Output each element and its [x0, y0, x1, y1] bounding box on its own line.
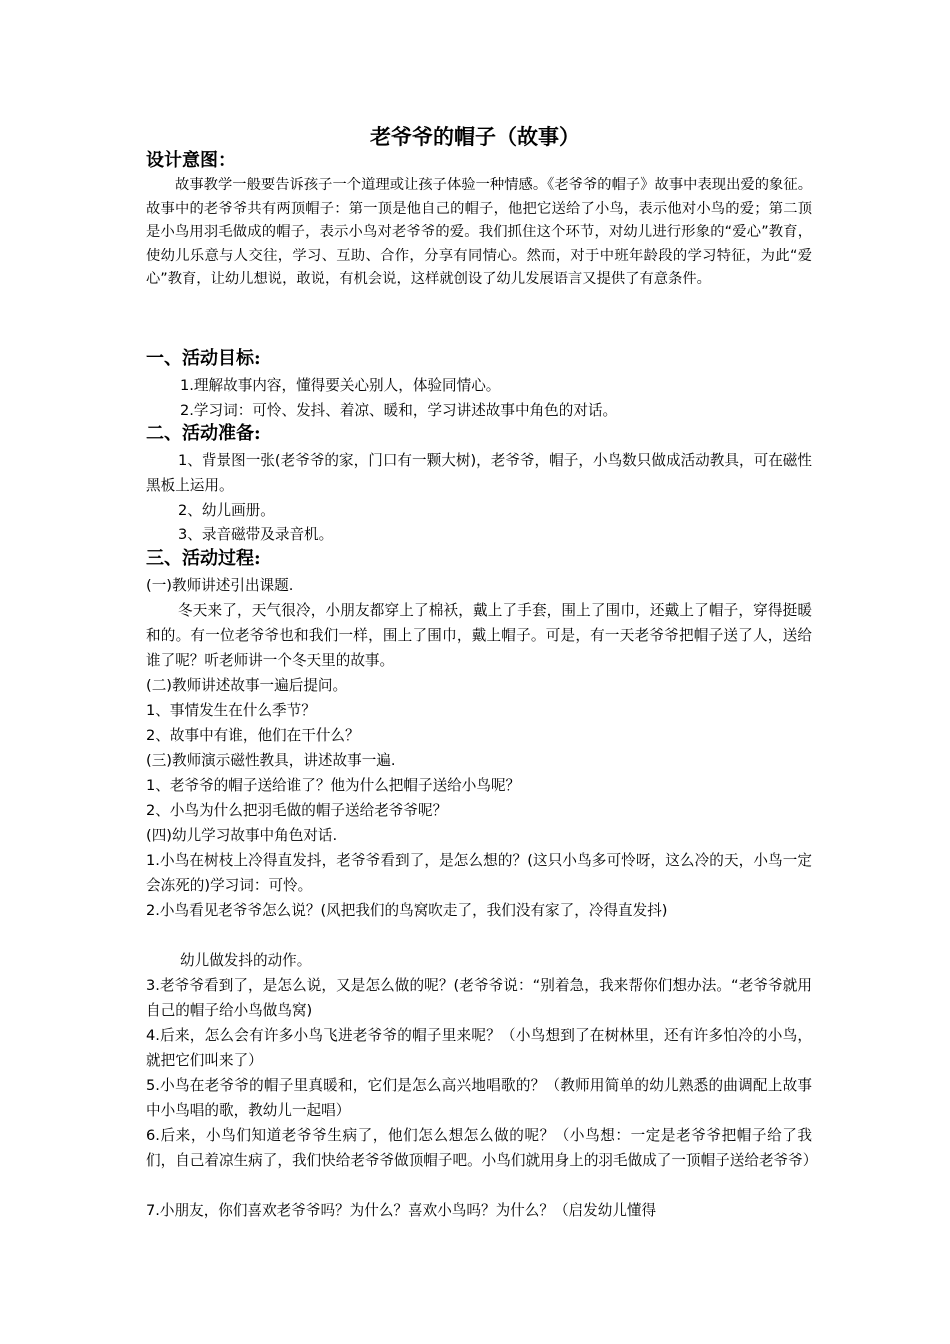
process-step-4: (四)幼儿学习故事中角色对话. — [146, 827, 338, 844]
section-goals-heading: 一、活动目标: — [146, 348, 261, 369]
question-2: 2、故事中有谁，他们在干什么？ — [146, 727, 360, 744]
page-title: 老爷爷的帽子（故事） — [370, 124, 580, 149]
dialogue-item-1: 1.小鸟在树枝上冷得直发抖，老爷爷看到了，是怎么想的？(这只小鸟多可怜呀，这么冷的天，小鸟一定会冻死的)学习词：可怜。 — [146, 852, 812, 894]
design-intent-heading: 设计意图： — [146, 150, 236, 171]
process-step-3: (三)教师演示磁性教具，讲述故事一遍. — [146, 752, 396, 769]
goal-item-2: 2.学习词：可怜、发抖、着凉、暖和，学习讲述故事中角色的对话。 — [180, 402, 618, 419]
section-process-heading: 三、活动过程: — [146, 548, 261, 569]
process-step-1: (一)教师讲述引出课题. — [146, 577, 294, 594]
dialogue-item-7: 7.小朋友，你们喜欢老爷爷吗？为什么？喜欢小鸟吗？为什么？（启发幼儿懂得 — [146, 1202, 657, 1219]
design-intent-paragraph: 故事教学一般要告诉孩子一个道理或让孩子体验一种情感。《老爷爷的帽子》故事中表现出爱的象征。故事中的老爷爷共有两顶帽子：第一顶是他自己的帽子，他把它送给了小鸟，表示他对小鸟的爱；第二顶是小鸟用羽毛做成的帽子，表示小鸟对老爷爷的爱。我们抓住这个环节，对幼儿进行形象的“爱心”教育，使幼儿乐意与人交往，学习、互助、合作，分享有同情心。然而，对于中班年龄段的学习特征，为此“爱心”教育，让幼儿想说，敢说，有机会说，这样就创设了幼儿发展语言又提供了有意条件。 — [146, 177, 812, 287]
dialogue-item-4: 4.后来，怎么会有许多小鸟飞进老爷爷的帽子里来呢？（小鸟想到了在树林里，还有许多怕冷的小鸟，就把它们叫来了） — [146, 1027, 812, 1069]
question-4: 2、小鸟为什么把羽毛做的帽子送给老爷爷呢？ — [146, 802, 448, 819]
dialogue-item-5: 5.小鸟在老爷爷的帽子里真暖和，它们是怎么高兴地唱歌的？（教师用简单的幼儿熟悉的曲调配上故事中小鸟唱的歌，教幼儿一起唱） — [146, 1077, 812, 1119]
prep-item-1: 1、背景图一张(老爷爷的家，门口有一颗大树)，老爷爷，帽子，小鸟数只做成活动教具，可在磁性黑板上运用。 — [146, 452, 812, 494]
prep-item-3: 3、录音磁带及录音机。 — [178, 526, 334, 543]
section-prep-heading: 二、活动准备: — [146, 423, 261, 444]
process-step-2: (二)教师讲述故事一遍后提问。 — [146, 677, 348, 694]
dialogue-item-2-action: 幼儿做发抖的动作。 — [180, 952, 312, 969]
question-1: 1、事情发生在什么季节？ — [146, 702, 316, 719]
prep-item-2: 2、幼儿画册。 — [178, 502, 275, 519]
dialogue-item-3: 3.老爷爷看到了，是怎么说，又是怎么做的呢？(老爷爷说：“别着急，我来帮你们想办法。“老爷爷就用自己的帽子给小鸟做鸟窝) — [146, 977, 812, 1019]
goal-item-1: 1.理解故事内容，懂得要关心别人，体验同情心。 — [180, 377, 501, 394]
question-3: 1、老爷爷的帽子送给谁了？他为什么把帽子送给小鸟呢？ — [146, 777, 521, 794]
story-paragraph: 冬天来了，天气很冷，小朋友都穿上了棉袄，戴上了手套，围上了围巾，还戴上了帽子，穿得挺暖和的。有一位老爷爷也和我们一样，围上了围巾，戴上帽子。可是，有一天老爷爷把帽子送了人，送给谁了呢？听老师讲一个冬天里的故事。 — [146, 602, 812, 669]
dialogue-item-2: 2.小鸟看见老爷爷怎么说？(风把我们的鸟窝吹走了，我们没有家了，冷得直发抖) — [146, 902, 668, 919]
dialogue-item-6: 6.后来，小鸟们知道老爷爷生病了，他们怎么想怎么做的呢？（小鸟想：一定是老爷爷把帽子给了我们，自己着凉生病了，我们快给老爷爷做顶帽子吧。小鸟们就用身上的羽毛做成了一顶帽子送给老爷爷） — [146, 1127, 818, 1169]
